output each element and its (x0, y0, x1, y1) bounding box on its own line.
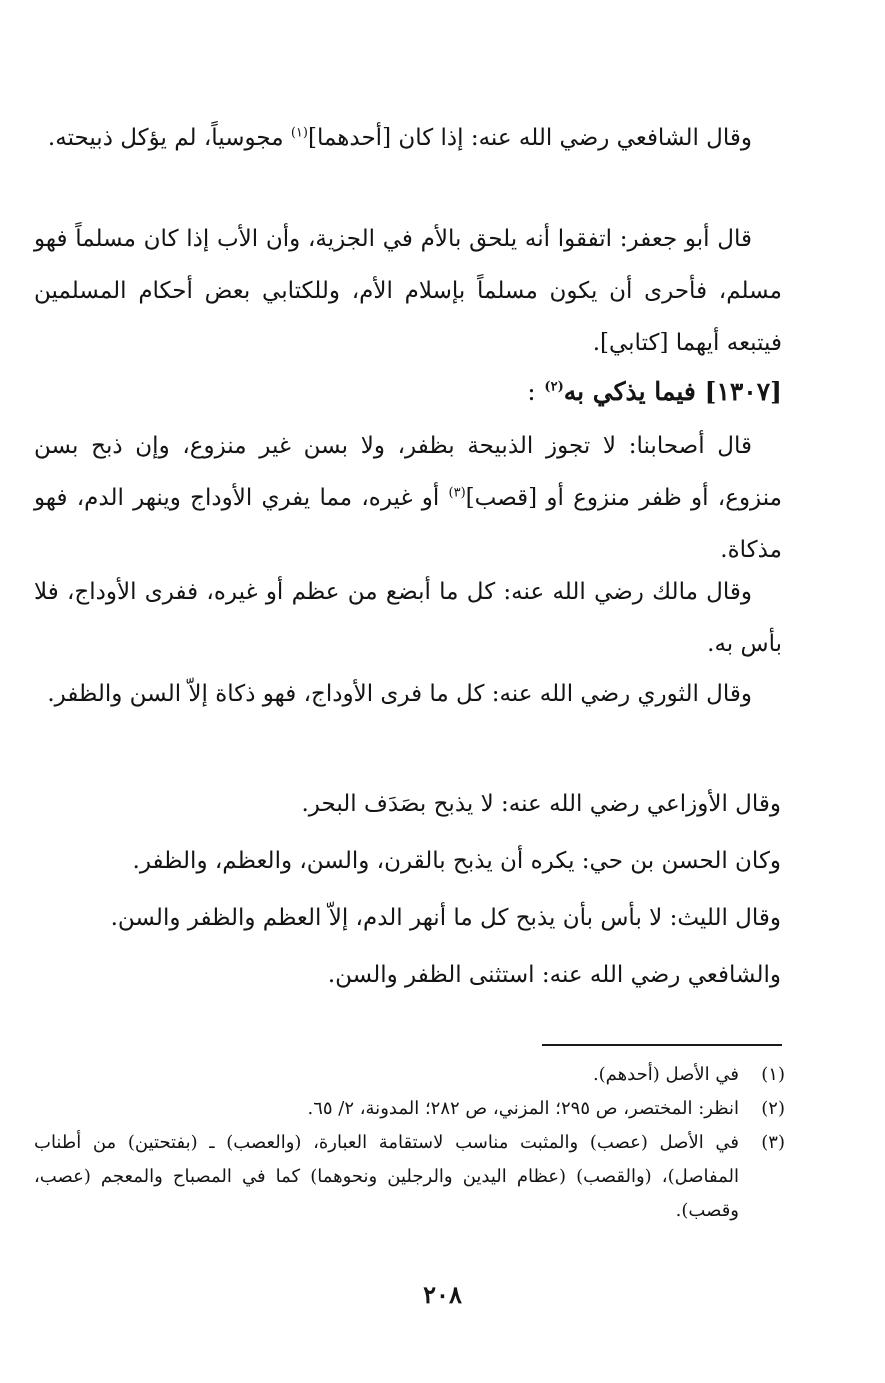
paragraph-text: قال أصحابنا: لا تجوز الذبيحة بظفر، ولا بسن غير منزوع، وإن ذبح بسن منزوع، أو ظفر منزوع أو [قصب] (34, 433, 783, 511)
paragraph-text: وقال الشافعي رضي الله عنه: إذا كان [أحدهما] (307, 125, 752, 151)
section-title: فيما يذكي به (563, 377, 696, 406)
footnote-number: (٣) (761, 1132, 785, 1153)
footnote-separator (542, 1044, 782, 1046)
section-heading (82, 372, 782, 412)
footnote-1 (34, 1058, 785, 1092)
footnote-text: في الأصل (عصب) والمثبت مناسب لاستقامة العبارة، (والعصب) ـ (بفتحتين) من أطناب المفاصل)، (والقصب) (عظام اليدين والرجلين ونحوهما) كما في المصباح والمعجم (عصب، وقصب). (34, 1132, 739, 1221)
footnote-ref-3: (٣) (448, 485, 466, 501)
footnote-text: في الأصل (أحدهم). (592, 1064, 739, 1085)
paragraph-shafii-majusi (34, 112, 782, 164)
paragraph-text: وقال الثوري رضي الله عنه: كل ما فرى الأوداج، فهو ذكاة إلاّ السن والظفر. (47, 681, 752, 707)
paragraph-text: قال أبو جعفر: اتفقوا أنه يلحق بالأم في الجزية، وأن الأب إذا كان مسلماً فهو مسلم، فأحرى أن يكون مسلماً بإسلام الأم، وللكتابي بعض أحكام المسلمين فيتبعه أيهما [كتابي]. (34, 226, 782, 356)
line-shafii-exception: والشافعي رضي الله عنه: استثنى الظفر والسن. (327, 962, 781, 988)
paragraph-text: وقال مالك رضي الله عنه: كل ما أبضع من عظم أو غيره، ففرى الأوداج، فلا بأس به. (34, 579, 782, 657)
footnote-ref-2: (٢) (544, 379, 564, 395)
footnote-3 (34, 1126, 785, 1228)
paragraph-ashabuna (34, 420, 782, 576)
footnote-2 (34, 1092, 785, 1126)
line-awzai: وقال الأوزاعي رضي الله عنه: لا يذبح بصَدَف البحر. (301, 791, 781, 817)
footnotes (34, 1058, 785, 1228)
paragraph-thawri (34, 668, 782, 720)
section-number: [١٣٠٧] (704, 377, 782, 406)
footnote-ref-1: (١) (290, 125, 308, 141)
line-layth: وقال الليث: لا بأس بأن يذبح كل ما أنهر الدم، إلاّ العظم والظفر والسن. (110, 905, 781, 931)
paragraph-malik (34, 566, 782, 670)
line-hasan-bin-hayy: وكان الحسن بن حي: يكره أن يذبح بالقرن، والسن، والعظم، والظفر. (132, 848, 781, 874)
paragraph-text: مجوسياً، لم يؤكل ذبيحته. (47, 125, 291, 151)
footnote-text: انظر: المختصر، ص ٢٩٥؛ المزني، ص ٢٨٢؛ المدونة، ٢/ ٦٥. (307, 1098, 739, 1119)
footnote-number: (٢) (761, 1098, 785, 1119)
footnote-number: (١) (761, 1064, 785, 1085)
page-number: ٢٠٨ (423, 1280, 462, 1309)
heading-colon: : (527, 377, 536, 406)
paragraph-text: أو غيره، مما يفري الأوداج وينهر الدم، فهو مذكاة. (34, 485, 782, 563)
paragraph-abu-jafar (34, 213, 782, 369)
